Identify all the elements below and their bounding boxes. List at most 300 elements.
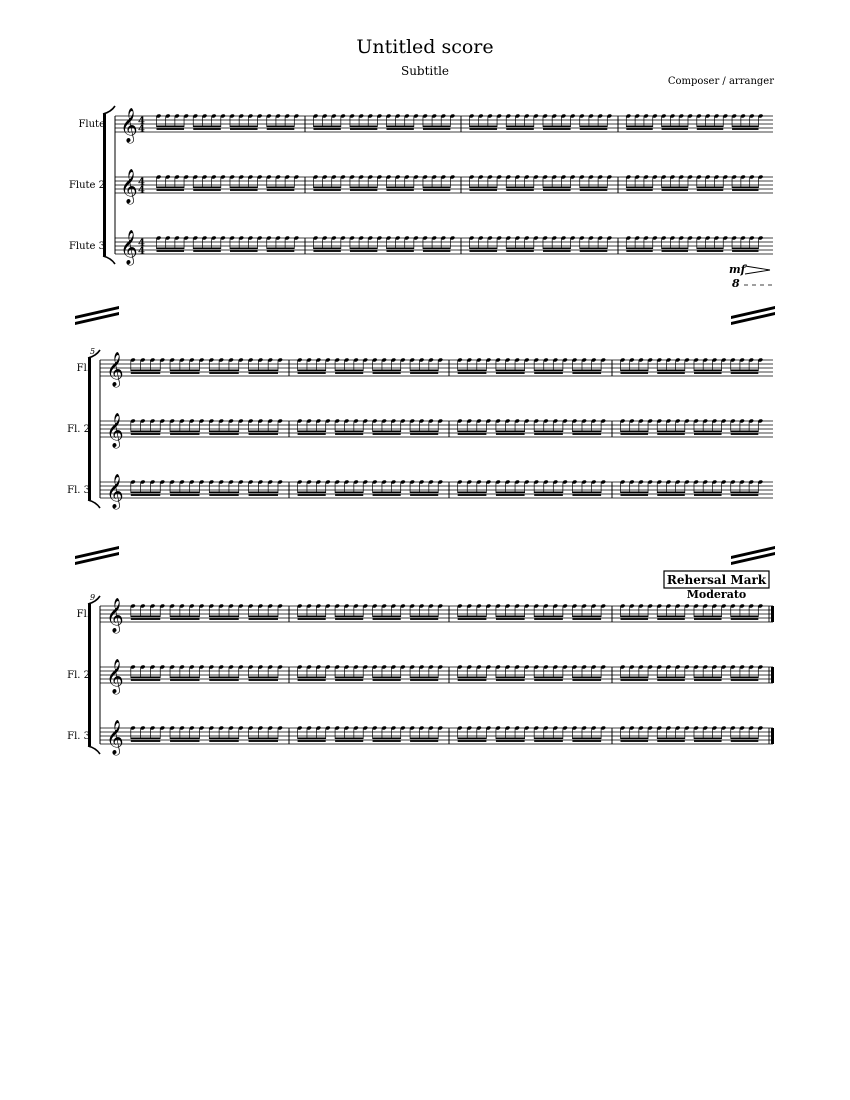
note-beam-secondary — [131, 740, 160, 742]
note-beam-primary — [209, 431, 238, 433]
time-signature-denominator: 4 — [138, 124, 145, 135]
note-beam-secondary — [373, 740, 401, 742]
note-beam-primary — [298, 492, 326, 494]
note-beam-secondary — [335, 618, 363, 620]
note-beam-secondary — [410, 618, 438, 620]
note-beam-secondary — [230, 189, 258, 191]
note-beam-secondary — [694, 679, 722, 681]
note-beam-primary — [170, 616, 199, 618]
note-beam-secondary — [657, 679, 685, 681]
instrument-label: Fl. 2 — [67, 424, 90, 435]
note-beam-secondary — [534, 372, 563, 374]
note-beam-secondary — [496, 494, 525, 496]
note-beam-secondary — [423, 250, 450, 252]
note-beam-secondary — [170, 679, 199, 681]
note-beam-primary — [386, 248, 413, 250]
note-beam-secondary — [534, 433, 563, 435]
note-beam-secondary — [534, 679, 563, 681]
note-beam-primary — [732, 187, 758, 189]
bracket-hook-bottom — [103, 256, 115, 264]
note-beam-secondary — [410, 433, 438, 435]
note-beam-secondary — [620, 618, 648, 620]
note-beam-secondary — [335, 740, 363, 742]
note-beam-primary — [209, 677, 238, 679]
note-beam-primary — [534, 492, 563, 494]
note-beam-secondary — [298, 494, 326, 496]
note-beam-secondary — [386, 250, 413, 252]
note-beam-primary — [458, 677, 487, 679]
note-beam-secondary — [209, 372, 238, 374]
note-beam-secondary — [335, 372, 363, 374]
note-beam-secondary — [469, 128, 497, 130]
note-beam-primary — [193, 187, 221, 189]
note-beam-primary — [620, 616, 648, 618]
note-beam-secondary — [193, 128, 221, 130]
note-beam-primary — [662, 248, 688, 250]
note-beam-primary — [298, 738, 326, 740]
note-beam-secondary — [230, 128, 258, 130]
bracket-hook-bottom — [88, 500, 100, 508]
note-beam-secondary — [410, 372, 438, 374]
note-beam-secondary — [267, 250, 295, 252]
note-beam-secondary — [657, 433, 685, 435]
note-beam-primary — [230, 126, 258, 128]
note-beam-secondary — [170, 494, 199, 496]
treble-clef-icon: 𝄞 — [106, 598, 124, 633]
note-beam-primary — [506, 248, 534, 250]
note-beam-primary — [209, 370, 238, 372]
note-beam-primary — [458, 431, 487, 433]
note-beam-secondary — [694, 618, 722, 620]
note-beam-primary — [697, 248, 723, 250]
ottava-marking: 8 — [732, 277, 740, 290]
note-beam-secondary — [267, 128, 295, 130]
note-beam-primary — [580, 248, 608, 250]
instrument-label: Fl. — [76, 609, 90, 620]
note-beam-primary — [572, 370, 601, 372]
note-beam-secondary — [170, 372, 199, 374]
note-beam-secondary — [731, 372, 759, 374]
note-beam-secondary — [572, 433, 601, 435]
note-beam-secondary — [534, 740, 563, 742]
note-beam-secondary — [534, 494, 563, 496]
note-beam-primary — [657, 370, 685, 372]
note-beam-primary — [313, 248, 340, 250]
note-beam-primary — [131, 492, 160, 494]
note-beam-primary — [572, 738, 601, 740]
note-beam-secondary — [193, 189, 221, 191]
note-beam-secondary — [313, 128, 340, 130]
note-beam-secondary — [249, 494, 278, 496]
note-beam-secondary — [731, 740, 759, 742]
note-beam-secondary — [626, 250, 652, 252]
note-beam-secondary — [496, 618, 525, 620]
note-beam-primary — [694, 370, 722, 372]
note-beam-secondary — [298, 433, 326, 435]
note-beam-primary — [534, 431, 563, 433]
note-beam-secondary — [572, 618, 601, 620]
instrument-label: Fl. 3 — [67, 731, 90, 742]
treble-clef-icon: 𝄞 — [106, 474, 124, 509]
note-beam-secondary — [657, 618, 685, 620]
note-beam-primary — [732, 126, 758, 128]
note-beam-primary — [534, 738, 563, 740]
system-separator-left-2 — [75, 546, 119, 565]
note-beam-primary — [458, 492, 487, 494]
note-beam-primary — [496, 677, 525, 679]
note-beam-secondary — [657, 372, 685, 374]
note-beam-secondary — [156, 250, 184, 252]
note-beam-primary — [410, 677, 438, 679]
staff-2 — [69, 169, 773, 205]
note-beam-secondary — [620, 372, 648, 374]
note-beam-secondary — [249, 433, 278, 435]
note-beam-secondary — [469, 189, 497, 191]
bracket-hook-top — [103, 106, 115, 114]
note-beam-secondary — [386, 128, 413, 130]
note-beam-primary — [697, 187, 723, 189]
note-beam-primary — [731, 370, 759, 372]
note-beam-secondary — [350, 250, 377, 252]
note-beam-secondary — [267, 189, 295, 191]
note-beam-secondary — [694, 494, 722, 496]
note-beam-primary — [249, 616, 278, 618]
note-beam-secondary — [298, 679, 326, 681]
note-beam-primary — [335, 431, 363, 433]
note-beam-secondary — [662, 128, 688, 130]
note-beam-primary — [170, 677, 199, 679]
note-beam-primary — [267, 126, 295, 128]
note-beam-primary — [335, 616, 363, 618]
note-beam-secondary — [373, 618, 401, 620]
note-beam-primary — [373, 738, 401, 740]
instrument-label: Fl. 2 — [67, 670, 90, 681]
note-beam-secondary — [732, 250, 758, 252]
note-beam-secondary — [506, 189, 534, 191]
note-beam-primary — [469, 126, 497, 128]
note-beam-secondary — [732, 128, 758, 130]
note-beam-primary — [496, 370, 525, 372]
system-separator-left-1 — [75, 306, 119, 325]
note-beam-secondary — [731, 679, 759, 681]
note-beam-secondary — [350, 128, 377, 130]
note-beam-secondary — [170, 618, 199, 620]
note-beam-secondary — [373, 372, 401, 374]
note-beam-secondary — [572, 494, 601, 496]
note-beam-primary — [496, 616, 525, 618]
note-beam-primary — [335, 370, 363, 372]
decrescendo-hairpin — [745, 266, 770, 274]
note-beam-primary — [458, 738, 487, 740]
note-beam-secondary — [410, 740, 438, 742]
note-beam-primary — [626, 248, 652, 250]
note-beam-primary — [170, 370, 199, 372]
note-beam-secondary — [131, 618, 160, 620]
composer-credit: Composer / arranger — [667, 76, 774, 87]
note-beam-secondary — [506, 250, 534, 252]
staff-1 — [77, 598, 774, 634]
note-beam-primary — [496, 431, 525, 433]
note-beam-primary — [534, 677, 563, 679]
bracket-hook-bottom — [88, 746, 100, 754]
score-subtitle: Subtitle — [400, 64, 450, 78]
note-beam-secondary — [386, 189, 413, 191]
staff-3 — [69, 230, 773, 266]
note-beam-primary — [694, 492, 722, 494]
note-beam-primary — [410, 492, 438, 494]
note-beam-primary — [170, 492, 199, 494]
note-beam-primary — [572, 492, 601, 494]
note-beam-primary — [458, 616, 487, 618]
note-beam-primary — [580, 126, 608, 128]
note-beam-primary — [731, 616, 759, 618]
note-beam-primary — [410, 370, 438, 372]
note-beam-primary — [170, 738, 199, 740]
note-beam-primary — [694, 431, 722, 433]
note-beam-secondary — [626, 128, 652, 130]
system-3 — [67, 593, 774, 756]
note-beam-primary — [313, 126, 340, 128]
time-signature-numerator: 4 — [138, 177, 145, 188]
note-beam-secondary — [170, 433, 199, 435]
note-beam-primary — [662, 187, 688, 189]
note-beam-secondary — [410, 679, 438, 681]
note-beam-primary — [209, 492, 238, 494]
note-beam-secondary — [543, 189, 571, 191]
note-beam-primary — [620, 370, 648, 372]
note-beam-secondary — [249, 372, 278, 374]
note-beam-primary — [298, 370, 326, 372]
note-beam-secondary — [731, 433, 759, 435]
note-beam-secondary — [298, 618, 326, 620]
note-beam-secondary — [298, 372, 326, 374]
system-2 — [67, 347, 773, 510]
system-separator-right-1 — [731, 306, 775, 325]
note-beam-secondary — [694, 372, 722, 374]
note-beam-primary — [373, 431, 401, 433]
note-beam-primary — [209, 738, 238, 740]
note-beam-primary — [657, 738, 685, 740]
note-beam-primary — [543, 187, 571, 189]
note-beam-secondary — [620, 740, 648, 742]
measure-number: 5 — [90, 347, 96, 356]
note-beam-primary — [410, 738, 438, 740]
note-beam-secondary — [373, 494, 401, 496]
note-beam-secondary — [170, 740, 199, 742]
note-beam-primary — [657, 616, 685, 618]
staff-1 — [78, 108, 773, 144]
note-beam-secondary — [496, 740, 525, 742]
note-beam-primary — [620, 492, 648, 494]
treble-clef-icon: 𝄞 — [106, 413, 124, 448]
note-beam-primary — [626, 187, 652, 189]
system-separator-right-2 — [731, 546, 775, 565]
note-beam-primary — [731, 677, 759, 679]
note-beam-primary — [298, 431, 326, 433]
note-beam-primary — [657, 677, 685, 679]
note-beam-primary — [193, 126, 221, 128]
note-beam-secondary — [543, 250, 571, 252]
note-beam-secondary — [543, 128, 571, 130]
note-beam-secondary — [657, 740, 685, 742]
note-beam-secondary — [249, 679, 278, 681]
note-beam-primary — [156, 126, 184, 128]
note-beam-primary — [534, 370, 563, 372]
staff-3 — [67, 474, 773, 510]
note-beam-primary — [335, 677, 363, 679]
note-beam-primary — [298, 616, 326, 618]
note-beam-primary — [697, 126, 723, 128]
instrument-label: Fl. 3 — [67, 485, 90, 496]
note-beam-secondary — [697, 128, 723, 130]
treble-clef-icon: 𝄞 — [120, 169, 138, 204]
note-beam-secondary — [458, 618, 487, 620]
note-beam-primary — [373, 492, 401, 494]
treble-clef-icon: 𝄞 — [106, 720, 124, 755]
systems-layer — [67, 106, 774, 756]
note-beam-secondary — [423, 189, 450, 191]
note-beam-secondary — [458, 372, 487, 374]
treble-clef-icon: 𝄞 — [106, 659, 124, 694]
note-beam-secondary — [131, 494, 160, 496]
note-beam-secondary — [230, 250, 258, 252]
note-beam-secondary — [156, 189, 184, 191]
final-barline-thick — [771, 606, 774, 622]
note-beam-primary — [350, 187, 377, 189]
note-beam-primary — [249, 431, 278, 433]
note-beam-secondary — [350, 189, 377, 191]
note-beam-secondary — [496, 433, 525, 435]
note-beam-primary — [620, 677, 648, 679]
note-beam-primary — [657, 431, 685, 433]
note-beam-primary — [423, 248, 450, 250]
note-beam-primary — [230, 248, 258, 250]
instrument-label: Flute — [78, 119, 105, 130]
rehearsal-mark: Rehersal Mark — [666, 573, 767, 587]
note-beam-primary — [131, 738, 160, 740]
note-beam-primary — [373, 370, 401, 372]
note-beam-primary — [423, 187, 450, 189]
note-beam-secondary — [335, 494, 363, 496]
time-signature-denominator: 4 — [138, 246, 145, 257]
note-beam-secondary — [694, 740, 722, 742]
note-beam-primary — [731, 738, 759, 740]
note-beam-secondary — [313, 189, 340, 191]
note-beam-primary — [496, 738, 525, 740]
note-beam-secondary — [620, 433, 648, 435]
note-beam-primary — [350, 126, 377, 128]
note-beam-primary — [657, 492, 685, 494]
dynamic-marking: mf — [729, 263, 746, 276]
note-beam-primary — [386, 126, 413, 128]
note-beam-secondary — [335, 433, 363, 435]
note-beam-primary — [373, 616, 401, 618]
note-beam-secondary — [694, 433, 722, 435]
treble-clef-icon: 𝄞 — [106, 352, 124, 387]
note-beam-primary — [131, 431, 160, 433]
note-beam-secondary — [580, 128, 608, 130]
note-beam-secondary — [534, 618, 563, 620]
note-beam-primary — [572, 616, 601, 618]
note-beam-primary — [230, 187, 258, 189]
time-signature-numerator: 4 — [138, 116, 145, 127]
note-beam-secondary — [193, 250, 221, 252]
note-beam-primary — [534, 616, 563, 618]
note-beam-secondary — [249, 618, 278, 620]
note-beam-secondary — [298, 740, 326, 742]
note-beam-secondary — [335, 679, 363, 681]
note-beam-secondary — [131, 679, 160, 681]
note-beam-secondary — [209, 679, 238, 681]
note-beam-secondary — [506, 128, 534, 130]
instrument-label: Fl. — [76, 363, 90, 374]
note-beam-secondary — [313, 250, 340, 252]
note-beam-primary — [298, 677, 326, 679]
note-beam-secondary — [458, 494, 487, 496]
note-beam-primary — [732, 248, 758, 250]
note-beam-primary — [267, 248, 295, 250]
note-beam-primary — [506, 187, 534, 189]
note-beam-secondary — [572, 372, 601, 374]
note-beam-primary — [694, 677, 722, 679]
note-beam-primary — [249, 370, 278, 372]
note-beam-secondary — [458, 679, 487, 681]
note-beam-secondary — [458, 433, 487, 435]
note-beam-secondary — [156, 128, 184, 130]
note-beam-primary — [249, 492, 278, 494]
note-beam-primary — [458, 370, 487, 372]
note-beam-primary — [335, 492, 363, 494]
note-beam-secondary — [731, 618, 759, 620]
note-beam-secondary — [626, 189, 652, 191]
note-beam-secondary — [580, 189, 608, 191]
note-beam-secondary — [209, 433, 238, 435]
note-beam-secondary — [580, 250, 608, 252]
note-beam-primary — [580, 187, 608, 189]
note-beam-primary — [350, 248, 377, 250]
note-beam-primary — [156, 248, 184, 250]
note-beam-secondary — [657, 494, 685, 496]
note-beam-secondary — [496, 679, 525, 681]
note-beam-secondary — [662, 250, 688, 252]
staff-2 — [67, 413, 773, 449]
note-beam-primary — [423, 126, 450, 128]
score-title: Untitled score — [356, 36, 494, 58]
note-beam-primary — [410, 431, 438, 433]
time-signature-denominator: 4 — [138, 185, 145, 196]
note-beam-primary — [543, 126, 571, 128]
instrument-label: Flute 2 — [68, 180, 105, 191]
note-beam-primary — [209, 616, 238, 618]
note-beam-secondary — [373, 679, 401, 681]
staff-2 — [67, 659, 774, 695]
note-beam-primary — [131, 370, 160, 372]
instrument-label: Flute 3 — [68, 241, 105, 252]
note-beam-primary — [572, 431, 601, 433]
note-beam-primary — [170, 431, 199, 433]
note-beam-primary — [267, 187, 295, 189]
note-beam-primary — [620, 738, 648, 740]
note-beam-secondary — [209, 618, 238, 620]
note-beam-primary — [193, 248, 221, 250]
staff-3 — [67, 720, 774, 756]
note-beam-primary — [662, 126, 688, 128]
note-beam-primary — [249, 738, 278, 740]
note-beam-secondary — [249, 740, 278, 742]
note-beam-primary — [620, 431, 648, 433]
note-beam-secondary — [410, 494, 438, 496]
note-beam-secondary — [697, 250, 723, 252]
